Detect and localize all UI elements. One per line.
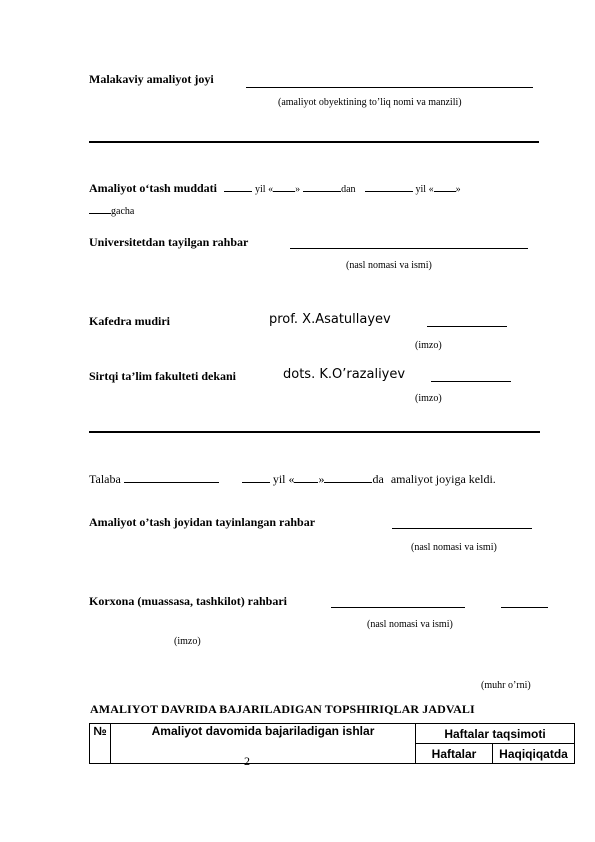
arrival-month-field[interactable]: [324, 472, 372, 483]
dept-head-name: prof. X.Asatullayev: [269, 312, 391, 327]
company-head-label: Korxona (muassasa, tashkilot) rahbari: [89, 594, 288, 608]
site-supervisor-hint: (nasl nomasi va ismi): [411, 542, 497, 553]
duration-year1-field[interactable]: [224, 181, 252, 192]
dept-head-sign-hint: (imzo): [415, 340, 442, 351]
duration-yil2: yil «: [415, 184, 434, 195]
duration-label: Amaliyot o‘tash muddati: [89, 181, 218, 195]
dean-sign-hint: (imzo): [415, 393, 442, 404]
col-number-header: №: [90, 724, 111, 764]
site-supervisor-field[interactable]: [392, 528, 532, 529]
duration-quote1: »: [295, 184, 301, 195]
duration-year2-field[interactable]: [365, 181, 413, 192]
divider-line: [89, 141, 539, 143]
arrival-quote: »: [318, 472, 325, 486]
arrival-year-field[interactable]: [242, 472, 270, 483]
col-work-header: Amaliyot davomida bajariladigan ishlar: [111, 724, 416, 764]
site-supervisor-label: Amaliyot o’tash joyidan tayinlangan rahbar: [89, 515, 316, 529]
student-label: Talaba: [89, 472, 121, 486]
company-head-field[interactable]: [331, 607, 465, 608]
divider-line-2: [89, 431, 540, 433]
tasks-title: AMALIYOT DAVRIDA BAJARILADIGAN TOPSHIRIQLAR JADVALI: [90, 702, 475, 716]
dean-label: Sirtqi ta’lim fakulteti dekani: [89, 369, 237, 383]
practice-place-label: Malakaviy amaliyot joyi: [89, 72, 214, 86]
seal-hint: (muhr o’rni): [481, 680, 531, 691]
dean-signature-field[interactable]: [431, 381, 511, 382]
tasks-table: [89, 723, 575, 764]
practice-place-hint: (amaliyot obyektining to’liq nomi va manzili): [278, 97, 462, 108]
duration-row-2: [89, 203, 134, 218]
university-supervisor-label: Universitetdan tayilgan rahbar: [89, 235, 249, 249]
student-name-field[interactable]: [124, 472, 219, 483]
duration-day1-field[interactable]: [273, 181, 295, 192]
arrival-da: da: [372, 472, 384, 486]
duration-quote2: »: [455, 184, 461, 195]
practice-place-field[interactable]: [246, 87, 533, 88]
duration-dan: dan: [341, 184, 356, 195]
arrival-day-field[interactable]: [294, 472, 318, 483]
company-head-hint: (nasl nomasi va ismi): [367, 619, 453, 630]
col-actual-header: Haqiqiqatda: [493, 744, 575, 764]
dept-head-signature-field[interactable]: [427, 326, 507, 327]
duration-yil1: yil «: [255, 184, 274, 195]
company-head-signature-field[interactable]: [501, 607, 548, 608]
col-weeks-header: Haftalar: [416, 744, 493, 764]
arrival-yil: yil «: [272, 472, 295, 486]
university-supervisor-hint: (nasl nomasi va ismi): [346, 260, 432, 271]
arrived-text: amaliyot joyiga keldi.: [390, 472, 496, 486]
university-supervisor-field[interactable]: [290, 248, 528, 249]
duration-month1-field[interactable]: [303, 181, 341, 192]
duration-day2-field[interactable]: [434, 181, 456, 192]
dept-head-label: Kafedra mudiri: [89, 314, 170, 328]
page-number: 2: [244, 754, 250, 768]
duration-gacha: gacha: [111, 206, 135, 217]
duration-row: [89, 181, 461, 196]
dean-name: dots. K.O’razaliyev: [283, 367, 406, 382]
company-sign-hint: (imzo): [174, 636, 201, 647]
duration-month2-field[interactable]: [89, 203, 111, 214]
arrival-row: [89, 472, 496, 487]
col-weeks-group-header: Haftalar taqsimoti: [416, 724, 575, 744]
